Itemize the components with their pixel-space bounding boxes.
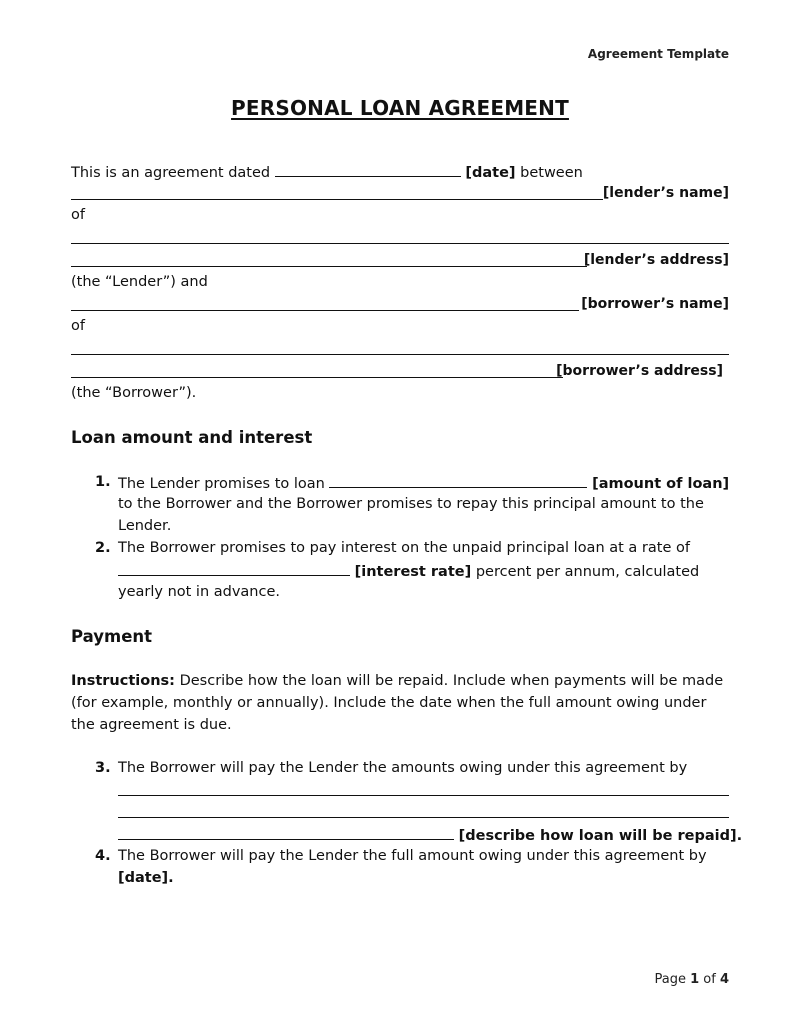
lender-address-tag: [lender’s address] [583, 252, 729, 268]
intro-line-date [71, 160, 729, 182]
page-number [654, 972, 729, 987]
list-item-3 [71, 757, 743, 845]
page-of: of [703, 972, 716, 987]
repayment-blank-3[interactable] [118, 823, 454, 840]
lender-name-tag: [lender’s name] [602, 185, 729, 201]
section-heading-loan: Loan amount and interest [71, 428, 313, 447]
lender-address-blank-2[interactable] [71, 266, 587, 267]
item-4-line-1: The Borrower will pay the Lender the full amount owing under this agreement by [118, 848, 707, 864]
borrower-name-tag: [borrower’s name] [581, 296, 729, 312]
borrower-end-line [71, 382, 729, 404]
borrower-address-line [71, 360, 729, 382]
interest-rate-tag: [interest rate] [354, 564, 472, 580]
borrower-address-blank-2[interactable] [71, 377, 563, 378]
page-total: 4 [719, 972, 729, 987]
lender-address-blank-1[interactable] [71, 227, 729, 244]
lender-name-blank[interactable] [71, 199, 603, 200]
intro-between: between [520, 165, 583, 181]
item-1-line-1 [118, 471, 729, 493]
borrower-address-blank-line [71, 338, 729, 360]
instructions-text: Describe how the loan will be repaid. Include when payments will be made (for example, monthly or annually). Include the date when the full amount owing under the agreement is due. [71, 673, 724, 733]
repayment-tag: [describe how loan will be repaid]. [458, 828, 743, 844]
item-3-line-1: The Borrower will pay the Lender the amounts owing under this agreement by [118, 760, 688, 776]
of-text-1: of [71, 207, 85, 223]
item-3-line-3 [118, 801, 729, 823]
amount-of-loan-blank[interactable] [329, 471, 587, 488]
item-2-line-1: The Borrower promises to pay interest on the unpaid principal loan at a rate of [118, 540, 690, 556]
item-2-line-2 [118, 559, 729, 581]
borrower-address-tag: [borrower’s address] [556, 363, 723, 379]
of-line-2 [71, 315, 729, 337]
borrower-name-line [71, 293, 729, 315]
item-number-1: 1. [95, 474, 111, 490]
page-label: Page [654, 972, 686, 987]
list-item-4 [71, 845, 729, 889]
item-2-suffix: percent per annum, calculated [475, 564, 700, 580]
lender-name-line [71, 182, 729, 204]
item-number-4: 4. [95, 848, 111, 864]
list-item-1 [71, 471, 729, 537]
item-3-line-2 [118, 779, 729, 801]
borrower-end-text: (the “Borrower”). [71, 385, 197, 401]
lender-address-line [71, 249, 729, 271]
date-tag: [date] [465, 165, 516, 181]
item-2-line-3: yearly not in advance. [118, 584, 280, 600]
item-4-date-tag: [date]. [118, 870, 174, 886]
lender-and-line [71, 271, 729, 293]
interest-rate-blank[interactable] [118, 559, 350, 576]
repayment-blank-2[interactable] [118, 801, 729, 818]
borrower-name-blank[interactable] [71, 310, 579, 311]
amount-of-loan-tag: [amount of loan] [592, 476, 730, 492]
item-3-line-4 [118, 823, 743, 845]
of-text-2: of [71, 318, 85, 334]
item-1-line-3: Lender. [118, 518, 172, 534]
date-blank[interactable] [275, 160, 461, 177]
borrower-address-blank-1[interactable] [71, 338, 729, 355]
item-1-prefix: The Lender promises to loan [118, 476, 325, 492]
section-heading-payment: Payment [71, 627, 153, 646]
intro-prefix: This is an agreement dated [71, 165, 271, 181]
header-label: Agreement Template [587, 47, 729, 61]
lender-address-blank-line [71, 227, 729, 249]
instructions-label: Instructions: [71, 673, 175, 689]
repayment-blank-1[interactable] [118, 779, 729, 796]
item-number-3: 3. [95, 760, 111, 776]
item-number-2: 2. [95, 540, 111, 556]
of-line-1 [71, 204, 729, 226]
lender-and-text: (the “Lender”) and [71, 274, 208, 290]
page-current: 1 [690, 972, 700, 987]
item-1-line-2: to the Borrower and the Borrower promises to repay this principal amount to the [118, 496, 704, 512]
list-item-2 [71, 537, 729, 603]
instructions-paragraph [71, 670, 729, 736]
document-title: PERSONAL LOAN AGREEMENT [231, 96, 569, 120]
